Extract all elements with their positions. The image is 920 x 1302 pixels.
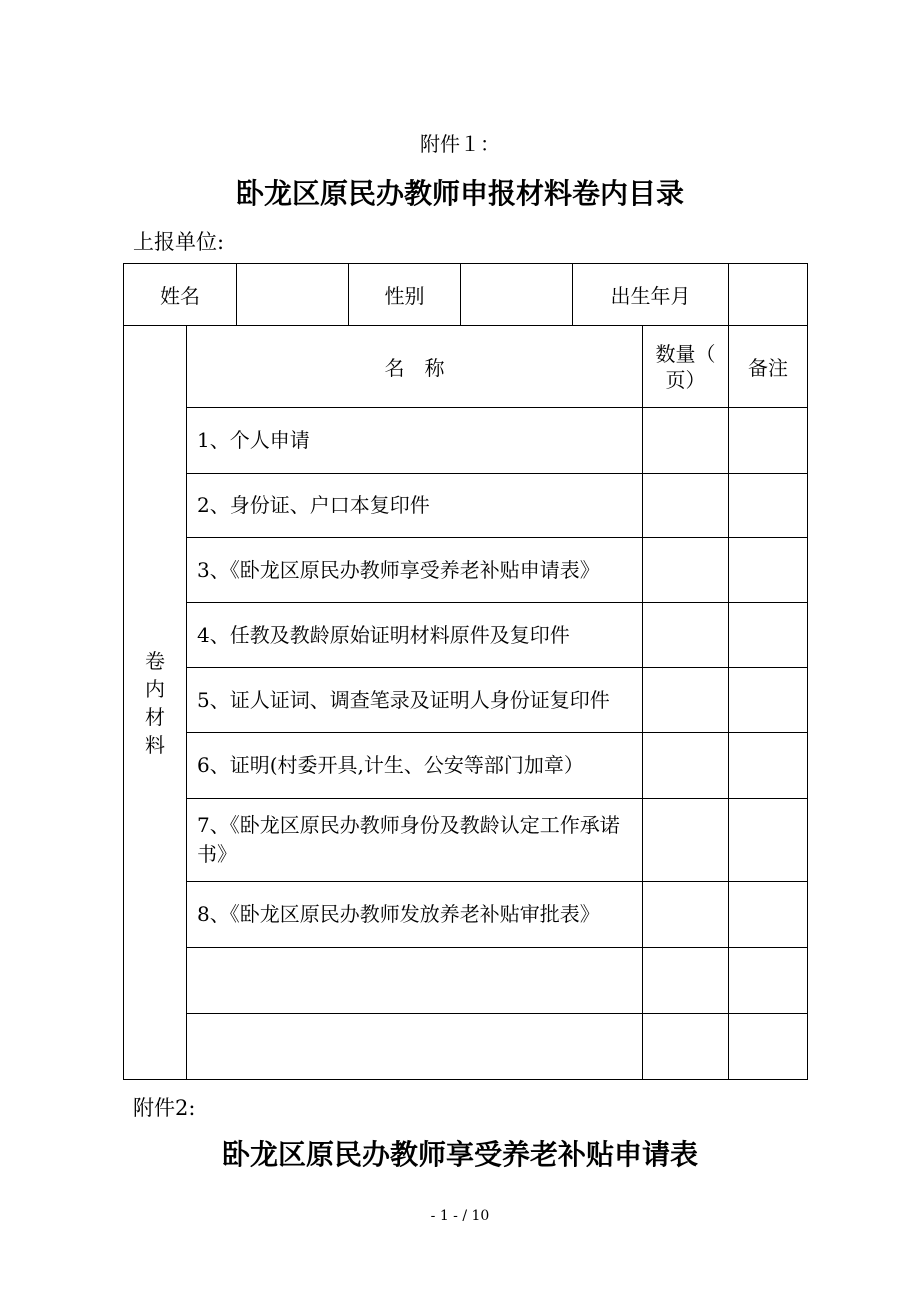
- table-row: [124, 733, 808, 799]
- reporting-unit-label: 上报单位:: [133, 230, 225, 254]
- item-name: 3、《卧龙区原民办教师享受养老补贴申请表》: [187, 538, 643, 603]
- remark-cell[interactable]: [729, 408, 808, 474]
- table-row: [124, 474, 808, 538]
- item-name: 1、个人申请: [187, 408, 643, 474]
- quantity-cell[interactable]: [643, 799, 729, 882]
- quantity-cell[interactable]: [643, 538, 729, 603]
- remark-cell[interactable]: [729, 603, 808, 668]
- page-number: - 1 - / 10: [430, 1208, 490, 1224]
- table-row: [124, 882, 808, 948]
- remark-cell[interactable]: [729, 799, 808, 882]
- quantity-cell[interactable]: [643, 948, 729, 1014]
- annex-1-label: 附件１：: [420, 132, 500, 156]
- quantity-column-header: 数量（ 页）: [643, 326, 729, 408]
- name-value-cell[interactable]: [237, 264, 349, 326]
- item-name: 2、身份证、户口本复印件: [187, 474, 643, 538]
- table-row: [124, 1014, 808, 1080]
- birth-date-value-cell[interactable]: [729, 264, 808, 326]
- quantity-cell[interactable]: [643, 882, 729, 948]
- annex-2-label: 附件2:: [133, 1096, 196, 1120]
- item-name: 6、证明(村委开具,计生、公安等部门加章）: [187, 733, 643, 799]
- quantity-cell[interactable]: [643, 603, 729, 668]
- table-row: [124, 668, 808, 733]
- name-label: 姓名: [124, 264, 237, 326]
- catalog-title: 卧龙区原民办教师申报材料卷内目录: [235, 177, 684, 210]
- application-form-title: 卧龙区原民办教师享受养老补贴申请表: [221, 1138, 698, 1171]
- name-column-header-text: 名 称: [384, 356, 445, 380]
- table-row: [124, 603, 808, 668]
- item-name: 4、任教及教龄原始证明材料原件及复印件: [187, 603, 643, 668]
- item-name[interactable]: [187, 1014, 643, 1080]
- birth-date-label: 出生年月: [573, 264, 729, 326]
- header-row: [124, 326, 808, 408]
- remark-cell[interactable]: [729, 538, 808, 603]
- name-column-header: [187, 326, 643, 408]
- gender-label: 性别: [349, 264, 461, 326]
- item-name: 7、《卧龙区原民办教师身份及教龄认定工作承诺书》: [187, 799, 643, 882]
- quantity-cell[interactable]: [643, 408, 729, 474]
- catalog-table: [123, 263, 808, 1080]
- table-row: [124, 799, 808, 882]
- table-row: [124, 538, 808, 603]
- item-name: 8、《卧龙区原民办教师发放养老补贴审批表》: [187, 882, 643, 948]
- quantity-cell[interactable]: [643, 733, 729, 799]
- table-row: [124, 948, 808, 1014]
- quantity-cell[interactable]: [643, 668, 729, 733]
- item-name[interactable]: [187, 948, 643, 1014]
- remark-cell[interactable]: [729, 733, 808, 799]
- side-label-cell: [124, 326, 187, 1080]
- remark-cell[interactable]: [729, 1014, 808, 1080]
- item-name: 5、证人证词、调查笔录及证明人身份证复印件: [187, 668, 643, 733]
- gender-value-cell[interactable]: [461, 264, 573, 326]
- table-row: [124, 408, 808, 474]
- remark-cell[interactable]: [729, 668, 808, 733]
- remark-cell[interactable]: [729, 948, 808, 1014]
- remark-cell[interactable]: [729, 882, 808, 948]
- quantity-cell[interactable]: [643, 1014, 729, 1080]
- side-label: 卷 内 材 料: [145, 648, 165, 757]
- remark-cell[interactable]: [729, 474, 808, 538]
- remark-column-header: 备注: [729, 326, 808, 408]
- quantity-cell[interactable]: [643, 474, 729, 538]
- personal-info-row: [124, 264, 808, 326]
